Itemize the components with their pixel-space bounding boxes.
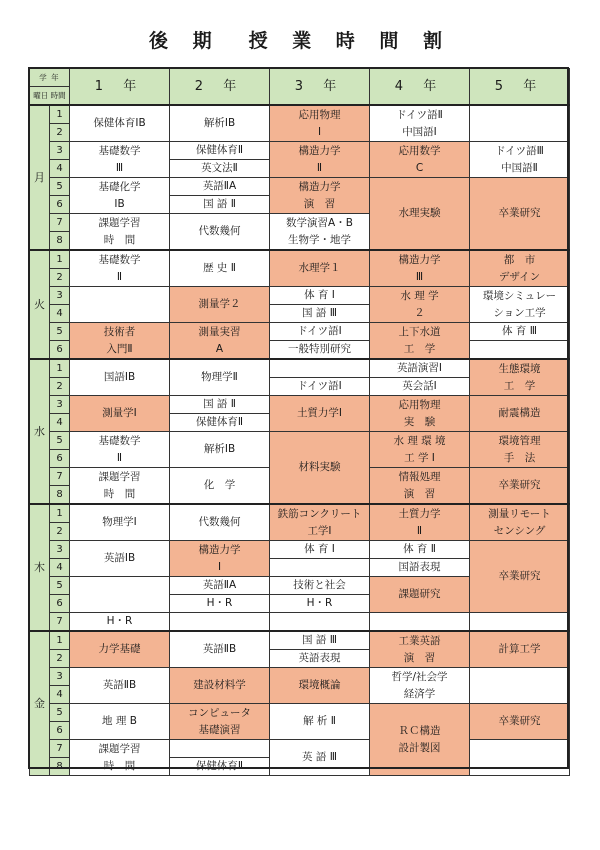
course-cell: 技術と社会 (270, 577, 370, 595)
course-cell: 一般特別研究 (270, 341, 370, 360)
corner-top: 学 年 (30, 69, 69, 87)
course-cell: 基礎数学 Ⅲ (70, 142, 170, 178)
course-cell: 建設材料学 (170, 668, 270, 704)
period-5: 5 (50, 432, 70, 450)
course-cell: H・R (170, 595, 270, 613)
empty-cell (170, 740, 270, 758)
course-cell: 英語ⅡA (170, 178, 270, 196)
empty-cell (270, 359, 370, 378)
timetable (29, 68, 570, 776)
period-4: 4 (50, 559, 70, 577)
course-cell: ドイツ語Ⅲ 中国語Ⅱ (470, 142, 570, 178)
course-cell: 技術者 入門Ⅱ (70, 323, 170, 360)
empty-cell (470, 105, 570, 142)
course-cell: 体 育 Ⅲ (470, 323, 570, 341)
period-8: 8 (50, 758, 70, 776)
period-8: 8 (50, 232, 70, 251)
course-cell: 代数幾何 (170, 504, 270, 541)
course-cell: 英文法Ⅱ (170, 160, 270, 178)
empty-cell (370, 613, 470, 632)
period-2: 2 (50, 269, 70, 287)
period-7: 7 (50, 740, 70, 758)
course-cell: 測量学２ (170, 287, 270, 323)
year-2-header: 2 年 (170, 69, 270, 106)
period-3: 3 (50, 287, 70, 305)
course-cell: 工業英語 演 習 (370, 631, 470, 668)
course-cell: 数学演習A・B 生物学・地学 (270, 214, 370, 251)
course-cell: H・R (70, 613, 170, 632)
course-cell: コンピュータ 基礎演習 (170, 704, 270, 740)
day-thursday: 木 (30, 504, 50, 631)
course-cell: 保健体育Ⅱ (170, 758, 270, 776)
course-cell: 耐震構造 (470, 396, 570, 432)
course-cell: 情報処理 演 習 (370, 468, 470, 505)
course-cell: 体 育 Ⅱ (370, 541, 470, 559)
page-title: 後 期 授 業 時 間 割 (148, 30, 452, 52)
period-4: 4 (50, 305, 70, 323)
day-friday: 金 (30, 631, 50, 776)
period-1: 1 (50, 105, 70, 124)
course-cell: 応用数学 C (370, 142, 470, 178)
course-cell: 保健体育ⅠB (70, 105, 170, 142)
period-1: 1 (50, 250, 70, 269)
period-6: 6 (50, 450, 70, 468)
course-cell: 英語ⅡB (170, 631, 270, 668)
course-cell: 水 理 環 境 工 学 Ⅰ (370, 432, 470, 468)
course-cell: 国 語 Ⅱ (170, 196, 270, 214)
year-3-header: 3 年 (270, 69, 370, 106)
course-cell: ドイツ語Ⅰ (270, 378, 370, 396)
period-4: 4 (50, 160, 70, 178)
period-2: 2 (50, 378, 70, 396)
period-5: 5 (50, 323, 70, 341)
period-3: 3 (50, 668, 70, 686)
course-cell: 環境概論 (270, 668, 370, 704)
course-cell: 物理学Ⅱ (170, 359, 270, 396)
period-2: 2 (50, 523, 70, 541)
course-cell: 計算工学 (470, 631, 570, 668)
period-8: 8 (50, 486, 70, 505)
course-cell: 物理学Ⅰ (70, 504, 170, 541)
course-cell: 英語ⅡB (70, 668, 170, 704)
corner-bottom: 曜日 時間 (33, 91, 66, 100)
course-cell: 都 市 デザイン (470, 250, 570, 287)
empty-cell (70, 287, 170, 323)
period-3: 3 (50, 142, 70, 160)
course-cell: 国 語 Ⅲ (270, 305, 370, 323)
course-cell: 英会話Ⅰ (370, 378, 470, 396)
course-cell: 卒業研究 (470, 704, 570, 740)
course-cell: ＲＣ構造 設計製図 (370, 704, 470, 776)
course-cell: 体 育 Ⅰ (270, 287, 370, 305)
course-cell: 環境管理 手 法 (470, 432, 570, 468)
course-cell: 歴 史 Ⅱ (170, 250, 270, 287)
course-cell: 基礎化学 ⅠB (70, 178, 170, 214)
period-5: 5 (50, 704, 70, 722)
course-cell: 卒業研究 (470, 541, 570, 613)
period-6: 6 (50, 595, 70, 613)
year-5-header: 5 年 (470, 69, 570, 106)
course-cell: 解 析 Ⅱ (270, 704, 370, 740)
period-6: 6 (50, 341, 70, 360)
course-cell: 測量学Ⅰ (70, 396, 170, 432)
day-tuesday: 火 (30, 250, 50, 359)
period-5: 5 (50, 178, 70, 196)
year-4-header: 4 年 (370, 69, 470, 106)
course-cell: ドイツ語Ⅰ (270, 323, 370, 341)
course-cell: 国 語 Ⅲ (270, 631, 370, 650)
period-7: 7 (50, 468, 70, 486)
period-5: 5 (50, 577, 70, 595)
course-cell: 水 理 学 ２ (370, 287, 470, 323)
period-7: 7 (50, 613, 70, 632)
day-wednesday: 水 (30, 359, 50, 504)
course-cell: 構造力学 演 習 (270, 178, 370, 214)
course-cell: ドイツ語Ⅱ 中国語Ⅰ (370, 105, 470, 142)
empty-cell (470, 613, 570, 632)
course-cell: 応用物理 実 験 (370, 396, 470, 432)
course-cell: 構造力学 Ⅱ (270, 142, 370, 178)
period-2: 2 (50, 650, 70, 668)
course-cell: 体 育 Ⅰ (270, 541, 370, 559)
course-cell: 測量実習 A (170, 323, 270, 360)
course-cell: 英語ⅡA (170, 577, 270, 595)
course-cell: 構造力学 Ⅲ (370, 250, 470, 287)
course-cell: 保健体育Ⅱ (170, 142, 270, 160)
course-cell: 応用物理 Ⅰ (270, 105, 370, 142)
period-6: 6 (50, 196, 70, 214)
course-cell: 鉄筋コンクリート 工学Ⅰ (270, 504, 370, 541)
course-cell: 卒業研究 (470, 178, 570, 251)
course-cell: 国 語 Ⅱ (170, 396, 270, 414)
course-cell: 課題学習 時 間 (70, 468, 170, 505)
course-cell: 基礎数学 Ⅱ (70, 250, 170, 287)
course-cell: H・R (270, 595, 370, 613)
empty-cell (70, 577, 170, 613)
period-3: 3 (50, 541, 70, 559)
course-cell: 土質力学Ⅰ (270, 396, 370, 432)
course-cell: 課題学習 時 間 (70, 740, 170, 776)
period-2: 2 (50, 124, 70, 142)
course-cell: 哲学/社会学 経済学 (370, 668, 470, 704)
course-cell: 卒業研究 (470, 468, 570, 505)
course-cell: 国語ⅠB (70, 359, 170, 396)
course-cell: 英語表現 (270, 650, 370, 668)
course-cell: 英語演習Ⅰ (370, 359, 470, 378)
course-cell: 生態環境 工 学 (470, 359, 570, 396)
period-3: 3 (50, 396, 70, 414)
empty-cell (170, 613, 270, 632)
day-monday: 月 (30, 105, 50, 250)
empty-cell (470, 740, 570, 776)
header-row (30, 69, 570, 106)
course-cell: 課題研究 (370, 577, 470, 613)
course-cell: 代数幾何 (170, 214, 270, 251)
empty-cell (270, 613, 370, 632)
course-cell: 保健体育Ⅱ (170, 414, 270, 432)
course-cell: 解析ⅠB (170, 432, 270, 468)
empty-cell (470, 341, 570, 360)
period-1: 1 (50, 504, 70, 523)
period-1: 1 (50, 631, 70, 650)
period-7: 7 (50, 214, 70, 232)
period-4: 4 (50, 414, 70, 432)
course-cell: 環境シミュレー ション工学 (470, 287, 570, 323)
course-cell: 解析ⅠB (170, 105, 270, 142)
course-cell: 土質力学 Ⅱ (370, 504, 470, 541)
course-cell: 材料実験 (270, 432, 370, 505)
empty-cell (270, 559, 370, 577)
empty-cell (470, 668, 570, 704)
course-cell: 国語表現 (370, 559, 470, 577)
course-cell: 測量リモート センシング (470, 504, 570, 541)
course-cell: 上下水道 工 学 (370, 323, 470, 360)
course-cell: 英語ⅠB (70, 541, 170, 577)
course-cell: 水理学１ (270, 250, 370, 287)
course-cell: 構造力学 Ⅰ (170, 541, 270, 577)
period-1: 1 (50, 359, 70, 378)
period-4: 4 (50, 686, 70, 704)
course-cell: 水理実験 (370, 178, 470, 251)
course-cell: 化 学 (170, 468, 270, 505)
course-cell: 基礎数学 Ⅱ (70, 432, 170, 468)
course-cell: 英 語 Ⅲ (270, 740, 370, 776)
course-cell: 力学基礎 (70, 631, 170, 668)
year-1-header: 1 年 (70, 69, 170, 106)
corner-cell (30, 69, 70, 106)
period-6: 6 (50, 722, 70, 740)
course-cell: 地 理 B (70, 704, 170, 740)
course-cell: 課題学習 時 間 (70, 214, 170, 251)
